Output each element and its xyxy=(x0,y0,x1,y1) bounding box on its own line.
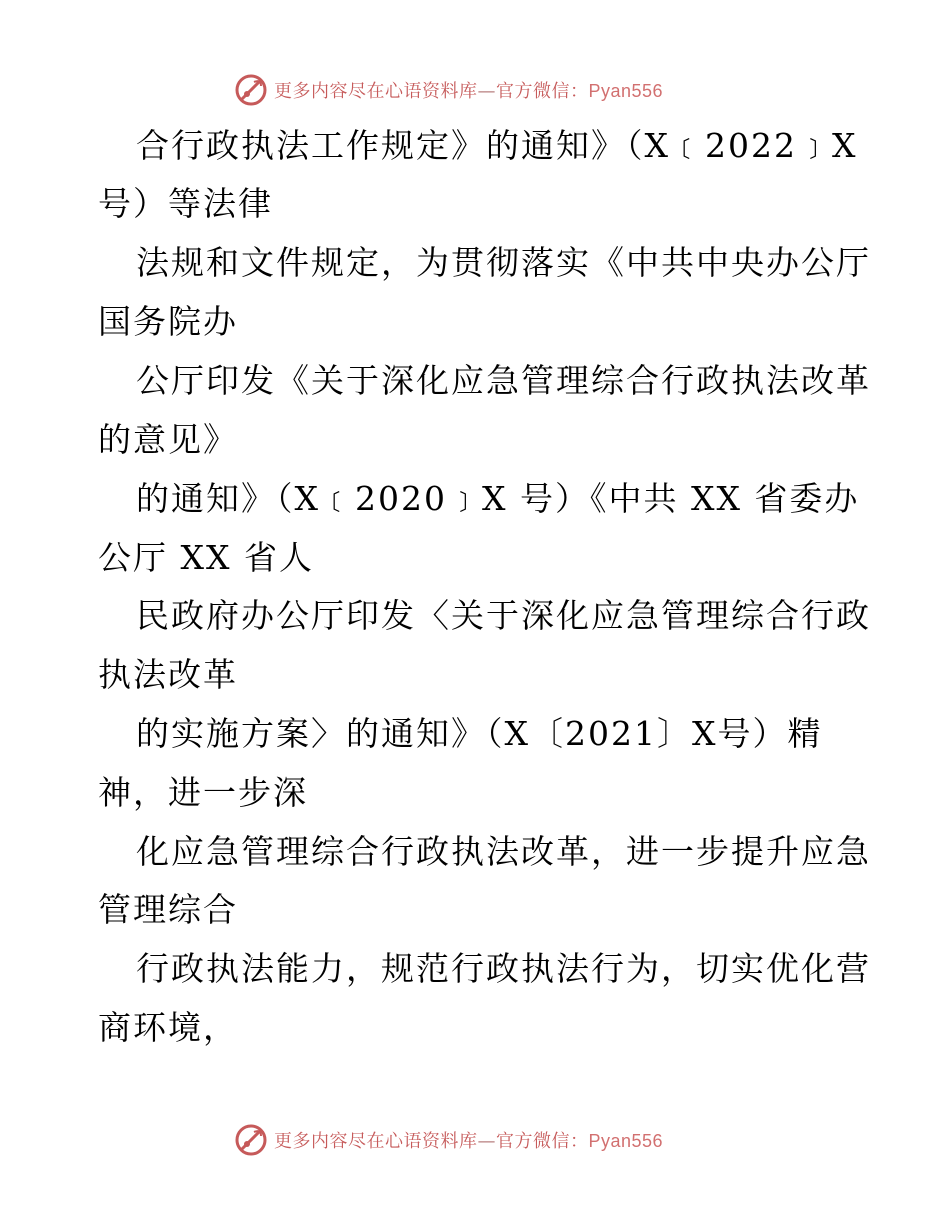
watermark-text: 更多内容尽在心语资料库—官方微信：Pyan556 xyxy=(274,81,664,102)
quill-seal-icon xyxy=(234,73,268,107)
paragraph-line: 的实施方案〉的通知》（X〔2021〕X号）精 xyxy=(136,714,823,753)
paragraph-line: 合行政执法工作规定》的通知》（X﹝2022﹞X xyxy=(136,126,858,165)
paragraph-line: 的意见》 xyxy=(98,420,238,459)
quill-seal-icon xyxy=(234,1123,268,1157)
footer-watermark xyxy=(234,1120,714,1160)
paragraph-line: 号）等法律 xyxy=(98,184,273,223)
paragraph-line: 神，进一步深 xyxy=(98,773,308,812)
paragraph-line: 管理综合 xyxy=(98,890,238,929)
header-watermark xyxy=(234,70,714,110)
paragraph-line: 法规和文件规定，为贯彻落实《中共中央办公厅 xyxy=(136,243,871,282)
paragraph-line: 民政府办公厅印发〈关于深化应急管理综合行政 xyxy=(136,596,871,635)
paragraph-line: 公厅 XX 省人 xyxy=(98,538,314,577)
paragraph-line: 行政执法能力，规范行政执法行为，切实优化营 xyxy=(136,949,871,988)
paragraph-line: 商环境， xyxy=(98,1008,238,1047)
paragraph-line: 公厅印发《关于深化应急管理综合行政执法改革 xyxy=(136,361,871,400)
paragraph-line: 的通知》（X﹝2020﹞X 号）《中共 XX 省委办 xyxy=(136,479,860,518)
paragraph-line: 执法改革 xyxy=(98,655,238,694)
watermark-text: 更多内容尽在心语资料库—官方微信：Pyan556 xyxy=(274,1131,664,1152)
paragraph-line: 国务院办 xyxy=(98,302,238,341)
paragraph-line: 化应急管理综合行政执法改革，进一步提升应急 xyxy=(136,832,871,871)
